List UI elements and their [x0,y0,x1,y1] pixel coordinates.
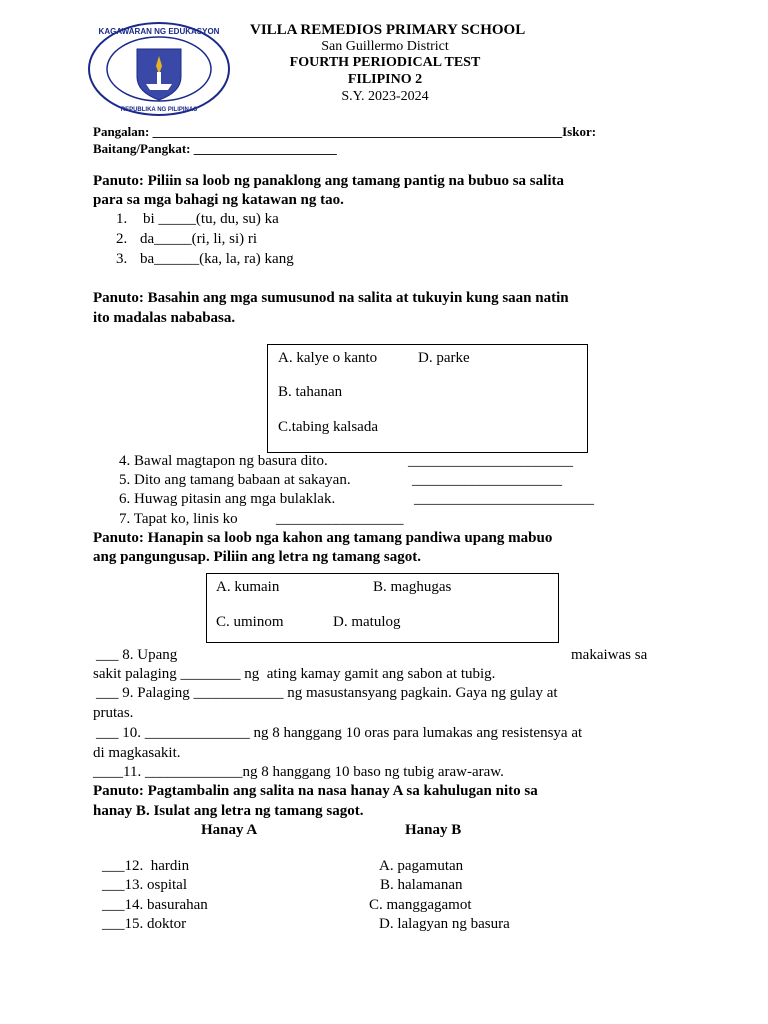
question-10[interactable]: ___ 10. ______________ ng 8 hanggang 10 oras para lumakas ang resistensya at [96,725,583,741]
choice-a: A. kalye o kanto [278,350,378,366]
match-item-13[interactable]: ___13. ospital [102,877,187,893]
choice-b: B. tahanan [278,384,343,400]
match-choice-c: C. manggagamot [369,897,472,913]
column-b-header: Hanay B [405,822,462,838]
choices-box-places [267,344,588,453]
part2-instructions-line2: ito madalas nababasa. [93,310,236,326]
question-5: 5. Dito ang tamang babaan at sakayan. [119,472,351,488]
name-score-line[interactable]: Pangalan: _______________________________________________________________Iskor: [93,124,597,139]
item-number: 2. [116,231,128,247]
answer-blank-6[interactable]: ________________________ [414,491,594,507]
question-4: 4. Bawal magtapon ng basura dito. [119,453,328,469]
part1-instructions-line1: Panuto: Piliin sa loob ng panaklong ang tamang pantig na bubuo sa salita [93,173,564,189]
school-name: VILLA REMEDIOS PRIMARY SCHOOL [250,22,526,38]
question-7: 7. Tapat ko, linis ko [119,511,238,527]
grade-section-line[interactable]: Baitang/Pangkat: ______________________ [93,141,337,156]
part2-instructions-line1: Panuto: Basahin ang mga sumusunod na salita at tukuyin kung saan natin [93,290,569,306]
question-10-line2: di magkasakit. [93,745,181,761]
match-item-12[interactable]: ___12. hardin [102,858,190,874]
choice-b: B. maghugas [373,579,452,595]
question-8-end: makaiwas sa [571,647,648,663]
list-item[interactable]: bi _____(tu, du, su) ka [143,211,279,227]
part3-instructions-line2: ang pangungusap. Piliin ang letra ng tamang sagot. [93,549,421,565]
choices-box-verbs [206,573,559,643]
choice-d: D. parke [418,350,470,366]
match-choice-b: B. halamanan [380,877,463,893]
subject-title: FILIPINO 2 [347,72,423,87]
deped-seal-logo [88,22,230,116]
question-8-line2[interactable]: sakit palaging ________ ng ating kamay gamit ang sabon at tubig. [93,666,496,682]
column-a-header: Hanay A [201,822,258,838]
answer-blank-5[interactable]: ____________________ [412,472,562,488]
test-title: FOURTH PERIODICAL TEST [289,55,481,70]
question-11[interactable]: ____11. _____________ng 8 hanggang 10 baso ng tubig araw-araw. [93,764,504,780]
part4-instructions-line1: Panuto: Pagtambalin ang salita na nasa hanay A sa kahulugan nito sa [93,783,538,799]
question-9-line2: prutas. [93,705,134,721]
choice-a: A. kumain [216,579,280,595]
part1-instructions-line2: para sa mga bahagi ng katawan ng tao. [93,192,344,208]
item-number: 3. [116,251,128,267]
match-choice-a: A. pagamutan [379,858,464,874]
list-item[interactable]: ba______(ka, la, ra) kang [140,251,294,267]
match-item-14[interactable]: ___14. basurahan [102,897,208,913]
question-9[interactable]: ___ 9. Palaging ____________ ng masustansyang pagkain. Gaya ng gulay at [96,685,558,701]
seal-top-text: KAGAWARAN NG EDUKASYON [98,27,220,36]
list-item[interactable]: da_____(ri, li, si) ri [140,231,258,247]
answer-blank-4[interactable]: ______________________ [408,453,573,469]
school-year: S.Y. 2023-2024 [341,89,429,104]
match-choice-d: D. lalagyan ng basura [379,916,510,932]
item-number: 1. [116,211,128,227]
question-6: 6. Huwag pitasin ang mga bulaklak. [119,491,336,507]
choice-c: C. uminom [216,614,284,630]
part4-instructions-line2: hanay B. Isulat ang letra ng tamang sagot. [93,803,364,819]
part3-instructions-line1: Panuto: Hanapin sa loob nga kahon ang tamang pandiwa upang mabuo [93,530,553,546]
question-8-start[interactable]: ___ 8. Upang [96,647,178,663]
match-item-15[interactable]: ___15. doktor [102,916,187,932]
district-name: San Guillermo District [321,39,449,54]
choice-d: D. matulog [333,614,401,630]
choice-c: C.tabing kalsada [278,419,378,435]
seal-bottom-text: REPUBLIKA NG PILIPINAS [120,107,198,113]
answer-blank-7[interactable]: _________________ [276,511,404,527]
